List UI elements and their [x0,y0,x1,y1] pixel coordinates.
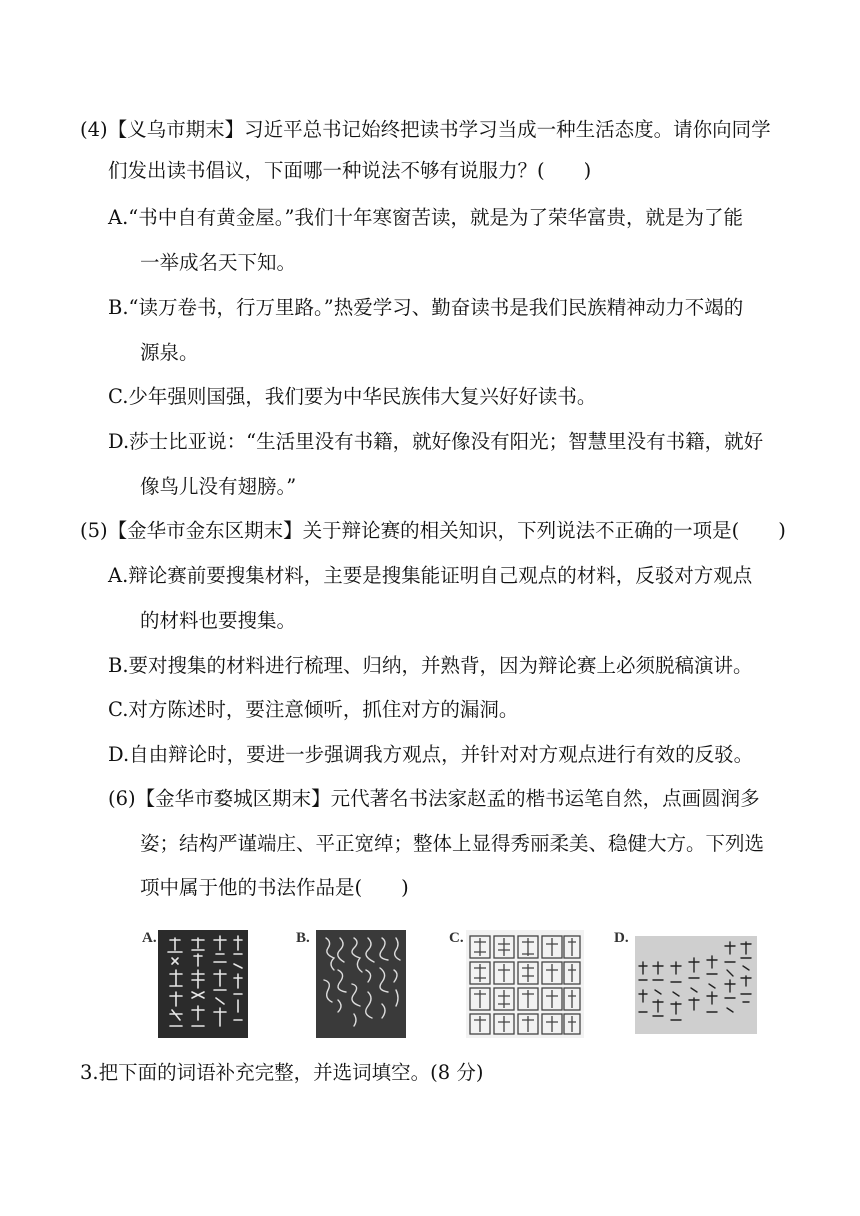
q3-title: 3.把下面的词语补充完整，并选词填空。(8 分) [80,1061,484,1084]
q4-option-d-line-2: 像鸟儿没有翅膀。” [140,475,297,498]
q4-option-b-line-1: B.“读万卷书，行万里路。”热爱学习、勤奋读书是我们民族精神动力不竭的 [108,296,744,319]
q5-option-a-line-1: A.辩论赛前要搜集材料，主要是搜集能证明自己观点的材料，反驳对方观点 [108,564,753,587]
q6-image-d-label: D. [614,930,629,946]
q4-option-d-line-1: D.莎士比亚说：“生活里没有书籍，就好像没有阳光；智慧里没有书籍，就好 [108,430,764,453]
q4-option-b-line-2: 源泉。 [140,341,199,364]
q6-stem-line-3: 项中属于他的书法作品是( ) [140,876,409,899]
q6-stem-line-2: 姿；结构严谨端庄、平正宽绰；整体上显得秀丽柔美、稳健大方。下列选 [140,832,765,855]
calligraphy-cursive-icon [316,930,406,1038]
q4-option-c: C.少年强则国强，我们要为中华民族伟大复兴好好读书。 [108,385,597,408]
q5-option-d: D.自由辩论时，要进一步强调我方观点，并针对对方观点进行有效的反驳。 [108,743,754,766]
q6-image-b-label: B. [296,930,310,946]
calligraphy-regular-icon [635,936,757,1034]
q4-option-a-line-2: 一举成名天下知。 [140,251,297,274]
calligraphy-outline-icon [466,930,584,1038]
q6-image-a-label: A. [142,930,157,946]
q5-option-c: C.对方陈述时，要注意倾听，抓住对方的漏洞。 [108,698,519,721]
q4-stem-line-1: (4)【义乌市期末】习近平总书记始终把读书学习当成一种生活态度。请你向同学 [80,118,771,141]
calligraphy-rubbing-icon [158,930,248,1038]
q6-stem-line-1: (6)【金华市婺城区期末】元代著名书法家赵孟的楷书运笔自然，点画圆润多 [108,787,760,810]
q5-option-a-line-2: 的材料也要搜集。 [140,609,297,632]
q4-option-a-line-1: A.“书中自有黄金屋。”我们十年寒窗苦读，就是为了荣华富贵，就是为了能 [108,206,743,229]
q4-stem-line-2: 们发出读书倡议，下面哪一种说法不够有说服力？( ) [108,159,592,182]
q5-stem: (5)【金华市金东区期末】关于辩论赛的相关知识，下列说法不正确的一项是( ) [80,519,786,542]
q5-option-b: B.要对搜集的材料进行梳理、归纳，并熟背，因为辩论赛上必须脱稿演讲。 [108,654,753,677]
q6-image-c-label: C. [449,930,464,946]
